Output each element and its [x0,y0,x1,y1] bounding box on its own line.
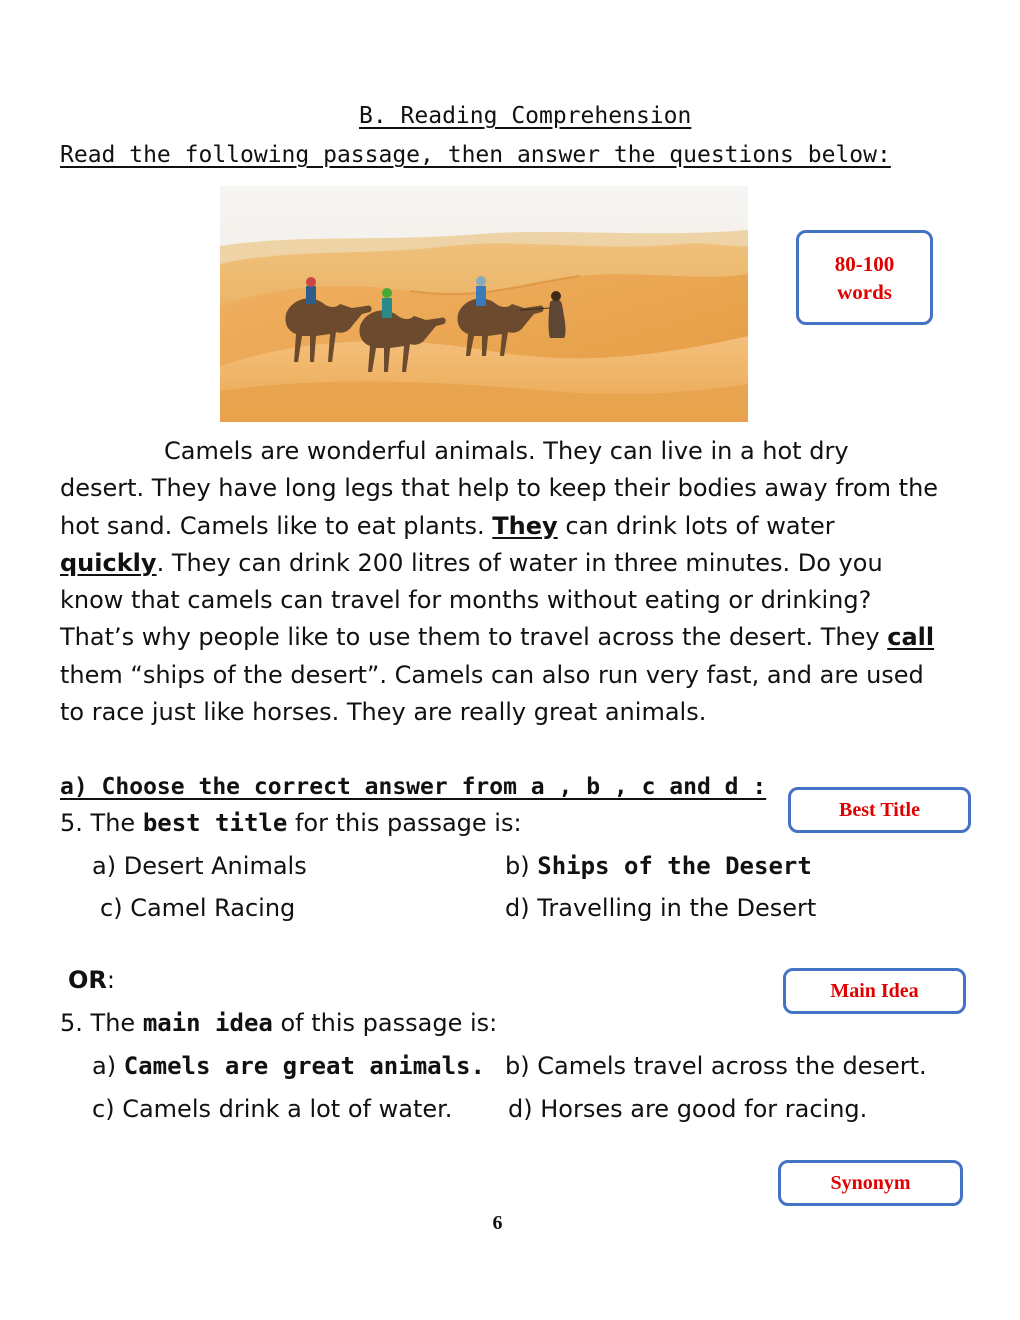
option-label: c) [100,894,123,922]
reading-passage [60,433,940,731]
option-d [505,894,816,922]
option-label: a) [92,1052,117,1080]
option-c [100,894,295,922]
page-number: 6 [492,1212,503,1234]
option-label: d) [505,894,530,922]
section-title: B. Reading Comprehension [359,103,692,129]
passage-text-2: can drink lots of water [565,511,835,540]
or-label [68,966,115,994]
option-text: Camel Racing [130,894,296,922]
option-text: Camels drink a lot of water. [122,1095,453,1123]
or-word: OR [68,966,107,994]
instruction: Read the following passage, then answer the questions below: [60,142,891,168]
passage-text-4: them “ships of the desert”. Camels can also run very fast, and are used to race just like horses. They are really great animals. [60,660,924,727]
question-suffix: of this passage is: [280,1009,498,1037]
option-text: Camels travel across the desert. [537,1052,927,1080]
passage-text-1: Camels are wonderful animals. They can live in a hot dry desert. They have long legs that help to keep their bodies away from the hot sand. Camels like to eat plants. [60,437,939,540]
word-count-number: 80-100 [834,251,895,276]
question-main-idea [60,1009,497,1037]
main-idea-tag: Main Idea [783,968,966,1014]
or-colon: : [106,966,115,994]
option-label: b) [505,1052,530,1080]
option-c [92,1095,452,1123]
word-count-unit: words [837,279,892,304]
option-text: Ships of the Desert [537,852,812,880]
question-keyword: best title [142,809,288,837]
question-best-title [60,809,522,837]
passage-text-3: . They can drink 200 litres of water in three minutes. Do you know that camels can travel for months without eating or drinking? That’s why people like to use them to travel across the desert. They [60,548,883,652]
option-text: Travelling in the Desert [537,894,817,922]
word-count-tag [796,230,933,325]
option-b [505,1052,927,1080]
part-a-heading: a) Choose the correct answer from a , b , c and d : [60,774,767,800]
option-label: c) [92,1095,115,1123]
option-text: Desert Animals [123,852,307,880]
keyword-quickly: quickly [60,548,157,577]
option-d [508,1095,867,1123]
option-a [92,852,307,880]
option-label: b) [505,852,530,880]
keyword-call: call [887,623,935,652]
best-title-tag: Best Title [788,787,971,833]
option-b [505,852,812,880]
option-text: Camels are great animals. [123,1052,485,1080]
keyword-they: They [492,511,558,540]
option-text: Horses are good for racing. [540,1095,868,1123]
option-label: a) [92,852,117,880]
camel-caravan-photo [220,186,748,422]
question-prefix: 5. The [60,809,136,837]
synonym-tag: Synonym [778,1160,963,1206]
option-a [92,1052,485,1080]
question-suffix: for this passage is: [294,809,522,837]
question-keyword: main idea [142,1009,273,1037]
question-prefix: 5. The [60,1009,136,1037]
option-label: d) [508,1095,533,1123]
